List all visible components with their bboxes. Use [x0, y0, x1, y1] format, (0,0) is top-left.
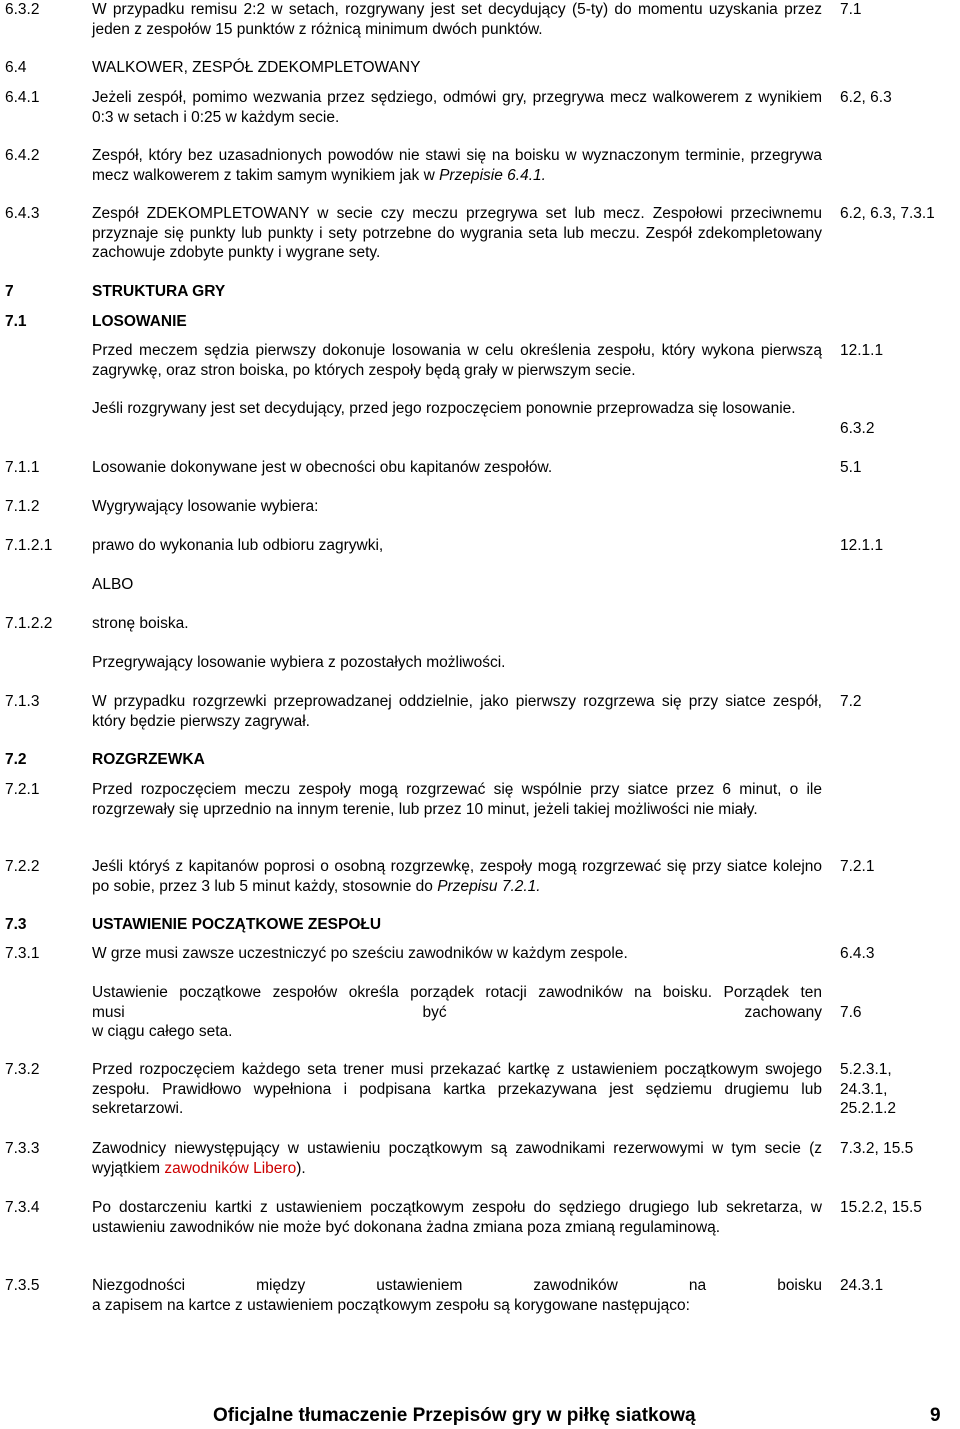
rule-text: [92, 857, 822, 896]
rule-text: prawo do wykonania lub odbioru zagrywki,: [92, 537, 384, 554]
rule-reference: 25.2.1.2: [840, 1100, 897, 1118]
rule-text-line-2: a zapisem na kartce z ustawieniem początkowym zespołu są korygowane następująco:: [92, 1296, 690, 1314]
rule-reference: 7.2: [840, 693, 862, 710]
section-title: ROZGRZEWKA: [92, 751, 205, 768]
rule-number: 6.3.2: [5, 1, 40, 18]
rule-text: Przed rozpoczęciem każdego seta trener musi przekazać kartkę z ustawieniem początkowym swojego zespołu. Prawidłowo wypełniona i podpisana kartka przekazywana jest sędziemu drugiemu lub sekretarzowi.: [92, 1061, 822, 1118]
rule-cross-reference: Przepisie 6.4.1.: [439, 166, 546, 184]
page-footer: [0, 1405, 960, 1429]
rule-number: 7.3.4: [5, 1199, 40, 1216]
rule-text: Zespół ZDEKOMPLETOWANY w secie czy meczu przegrywa set lub mecz. Zespołowi przeciwnemu przyznaje się punkty lub punkty i sety potrzebne do wygrania seta lub meczu. Zespół zdekompletowany zachowuje zdobyte punkty i wygrane sety.: [92, 205, 822, 262]
rule-text-main: Jeśli któryś z kapitanów poprosi o osobną rozgrzewkę, zespoły mogą rozgrzewać się przy siatce kolejno po sobie, przez 3 lub 5 minut każdy, stosownie do: [92, 858, 822, 895]
rule-text: [92, 1139, 822, 1178]
rule-text-end: ).: [296, 1159, 306, 1177]
rule-text: Jeżeli zespół, pomimo wezwania przez sędziego, odmówi gry, przegrywa mecz walkowerem z wynikiem 0:3 w setach i 0:25 w każdym secie.: [92, 89, 822, 126]
rule-text-line-1: Niezgodności między ustawieniem zawodników na boisku: [92, 1277, 822, 1294]
rule-number: 6.4.3: [5, 205, 40, 222]
rule-text: Jeśli rozgrywany jest set decydujący, przed jego rozpoczęciem ponownie przeprowadza się losowanie.: [92, 400, 796, 417]
section-number: 7.1: [5, 313, 27, 330]
rule-number: 6.4.1: [5, 89, 40, 106]
rule-reference: 6.3.2: [840, 419, 875, 437]
rule-text-line-1: Ustawienie początkowe zespołów określa porządek rotacji zawodników na boisku. Porządek ten: [92, 984, 822, 1001]
rule-reference: 5.1: [840, 459, 862, 476]
rule-text: Po dostarczeniu kartki z ustawieniem początkowym zespołu do sędziego drugiego lub sekretarza, w ustawieniu zawodników nie może być dokonana żadna zmiana poza zmianą regulaminową.: [92, 1199, 822, 1236]
rule-number: 7.3.5: [5, 1277, 40, 1294]
rule-number: 7.3.2: [5, 1061, 40, 1078]
rule-text: stronę boiska.: [92, 615, 189, 632]
rule-reference: 6.2, 6.3: [840, 89, 892, 106]
rule-reference: 6.2, 6.3, 7.3.1: [840, 205, 935, 222]
rule-reference: 15.2.2, 15.5: [840, 1199, 922, 1216]
rule-cross-reference: Przepisu 7.2.1.: [437, 877, 541, 895]
rule-text: Przed meczem sędzia pierwszy dokonuje losowania w celu określenia zespołu, który wykona pierwszą zagrywkę, oraz stron boiska, po których zespoły będą grały w pierwszym secie.: [92, 342, 822, 379]
rule-text-line-3: w ciągu całego seta.: [92, 1023, 233, 1041]
page-number: 9: [930, 1405, 941, 1426]
rule-number: 7.2.1: [5, 781, 40, 798]
rule-text: Przed rozpoczęciem meczu zespoły mogą rozgrzewać się wspólnie przy siatce przez 6 minut, o ile rozgrzewały się uprzednio na innym terenie, lub przez 10 minut, jeżeli takiej możliwości nie miały.: [92, 781, 822, 818]
section-title: LOSOWANIE: [92, 313, 187, 330]
section-number: 7.3: [5, 916, 27, 933]
rule-number: 7.1.1: [5, 459, 40, 476]
rule-reference: 7.1: [840, 1, 862, 18]
section-number: 6.4: [5, 59, 27, 76]
rule-text-main: Zespół, który bez uzasadnionych powodów nie stawi się na boisku w wyznaczonym terminie, przegrywa mecz walkowerem z takim samym wynikiem jak w: [92, 147, 822, 184]
rule-number: 7.3.3: [5, 1140, 40, 1157]
rule-text: Wygrywający losowanie wybiera:: [92, 498, 319, 515]
rule-reference: 6.4.3: [840, 945, 875, 962]
section-title: STRUKTURA GRY: [92, 283, 226, 300]
footer-title: Oficjalne tłumaczenie Przepisów gry w piłkę siatkową: [213, 1405, 696, 1426]
rule-text-line-2: musi być zachowany: [92, 1003, 822, 1021]
rule-text: W przypadku rozgrzewki przeprowadzanej oddzielnie, jako pierwszy rozgrzewa się przy siatce zespół, który będzie pierwszy zagrywał.: [92, 693, 822, 730]
rule-reference-list: [840, 1060, 896, 1119]
rule-text: [92, 1276, 822, 1315]
rule-text-main: Zawodnicy niewystępujący w ustawieniu początkowym są zawodnikami rezerwowymi w tym secie (z wyjątkiem: [92, 1140, 822, 1177]
rule-reference: 7.3.2, 15.5: [840, 1140, 914, 1157]
rule-text: [92, 146, 822, 185]
rule-reference: 24.3.1,: [840, 1080, 888, 1098]
rule-number: 7.2.2: [5, 858, 40, 875]
rule-reference: 12.1.1: [840, 537, 884, 554]
rule-number: 7.1.2.1: [5, 537, 53, 554]
section-number: 7: [5, 283, 14, 300]
rule-text: Losowanie dokonywane jest w obecności obu kapitanów zespołów.: [92, 459, 553, 476]
section-number: 7.2: [5, 751, 27, 768]
rule-reference: 7.6: [840, 1003, 862, 1021]
rule-text: ALBO: [92, 576, 134, 593]
rule-reference: 24.3.1: [840, 1277, 884, 1294]
rule-reference: 12.1.1: [840, 342, 884, 359]
rule-number: 7.1.3: [5, 693, 40, 710]
rule-number: 7.1.2.2: [5, 615, 53, 632]
libero-link[interactable]: zawodników Libero: [164, 1159, 297, 1177]
rule-text: W przypadku remisu 2:2 w setach, rozgrywany jest set decydujący (5-ty) do momentu uzyskania przez jeden z zespołów 15 punktów z różnicą minimum dwóch punktów.: [92, 1, 822, 38]
rule-text: Przegrywający losowanie wybiera z pozostałych możliwości.: [92, 654, 506, 671]
section-title: WALKOWER, ZESPÓŁ ZDEKOMPLETOWANY: [92, 59, 421, 76]
section-title: USTAWIENIE POCZĄTKOWE ZESPOŁU: [92, 916, 382, 933]
rule-text: [92, 983, 822, 1042]
rule-number: 7.3.1: [5, 945, 40, 962]
rule-reference: 7.2.1: [840, 858, 875, 875]
rule-number: 6.4.2: [5, 147, 40, 164]
rule-text: W grze musi zawsze uczestniczyć po sześciu zawodników w każdym zespole.: [92, 945, 628, 962]
rule-number: 7.1.2: [5, 498, 40, 515]
rule-reference: 5.2.3.1,: [840, 1061, 892, 1078]
